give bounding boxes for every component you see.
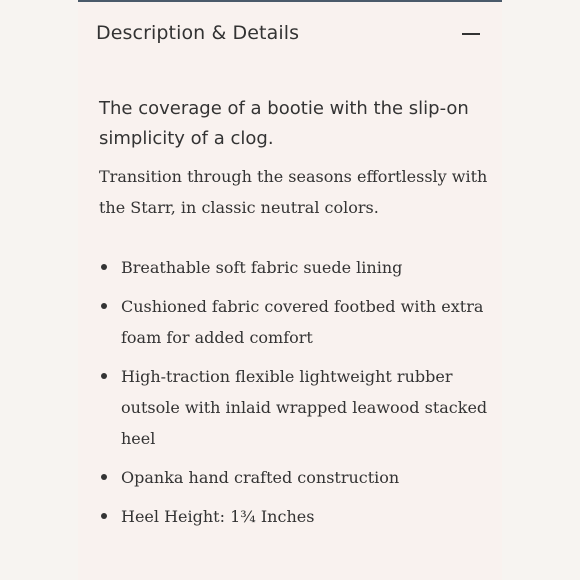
feature-text: Breathable soft fabric suede lining <box>121 258 403 277</box>
feature-text: High-traction flexible lightweight rubber outsole with inlaid wrapped leawood stacked heel <box>121 367 488 448</box>
bullet-icon <box>101 264 107 270</box>
accordion-header-description[interactable] <box>78 2 502 68</box>
bullet-icon <box>101 303 107 309</box>
list-item <box>99 501 489 532</box>
bullet-icon <box>101 474 107 480</box>
feature-text: Cushioned fabric covered footbed with extra foam for added comfort <box>121 297 484 347</box>
description-panel <box>78 0 502 580</box>
feature-text: Opanka hand crafted construction <box>121 468 400 487</box>
product-description: Transition through the seasons effortlessly with the Starr, in classic neutral colors. <box>99 167 488 217</box>
bullet-icon <box>101 513 107 519</box>
accordion-title: Description & Details <box>96 22 300 44</box>
list-item <box>99 291 489 353</box>
list-item <box>99 462 489 493</box>
list-item <box>99 361 489 454</box>
list-item <box>99 252 489 283</box>
minus-icon[interactable] <box>462 33 480 35</box>
bullet-icon <box>101 373 107 379</box>
feature-text: Heel Height: 1¾ Inches <box>121 507 315 526</box>
feature-list <box>99 252 489 540</box>
product-intro: The coverage of a bootie with the slip-on simplicity of a clog. <box>99 98 469 149</box>
